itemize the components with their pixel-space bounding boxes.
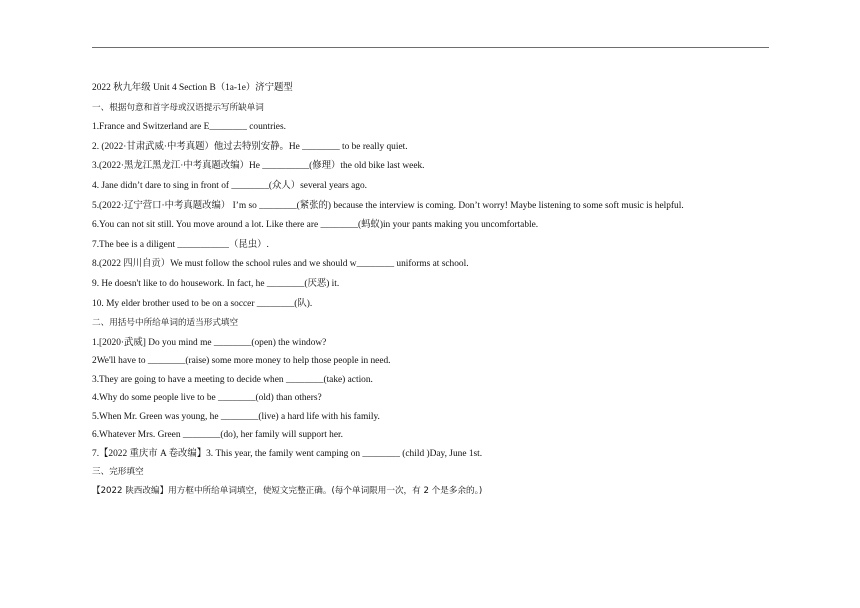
worksheet-content (92, 79, 792, 501)
question-1-7: 7.The bee is a diligent ___________（昆虫）. (92, 239, 269, 250)
question-1-3: 3.(2022·黑龙江黑龙江·中考真题改编）He __________(修理）the old bike last week. (92, 161, 425, 172)
question-2-6: 6.Whatever Mrs. Green ________(do), her family will support her. (92, 430, 343, 441)
section-one-heading: 一、根据句意和首字母或汉语提示写所缺单词 (92, 102, 264, 113)
question-2-5: 5.When Mr. Green was young, he ________(live) a hard life with his family. (92, 411, 380, 422)
question-2-1: 1.[2020·武威] Do you mind me ________(open) the window? (92, 337, 327, 348)
question-2-2: 2We'll have to ________(raise) some more money to help those people in need. (92, 356, 391, 367)
section-two-heading: 二、用括号中所给单词的适当形式填空 (92, 318, 239, 329)
question-1-8: 8.(2022 四川自贡）We must follow the school rules and we should w________ uniforms at school. (92, 259, 469, 270)
question-1-1: 1.France and Switzerland are E________ countries. (92, 122, 286, 133)
question-1-4: 4. Jane didn’t dare to sing in front of ________(众人）several years ago. (92, 180, 368, 191)
question-1-2: 2. (2022·甘肃武威·中考真题）他过去特别安静。He ________ to be really quiet. (92, 141, 408, 152)
worksheet-title: 2022 秋九年级 Unit 4 Section B（1a-1e）济宁题型 (92, 83, 293, 93)
header-rule (92, 47, 769, 48)
question-1-9: 9. He doesn't like to do housework. In fact, he ________(厌恶) it. (92, 278, 340, 289)
question-1-10: 10. My elder brother used to be on a soccer ________(队). (92, 298, 313, 309)
question-2-3: 3.They are going to have a meeting to decide when ________(take) action. (92, 374, 373, 385)
question-2-4: 4.Why do some people live to be ________(old) than others? (92, 393, 322, 404)
question-1-5: 5.(2022·辽宁营口·中考真题改编） I’m so ________(紧张的) because the interview is coming. Don’t worry! Maybe listening to some soft music is helpful. (92, 200, 684, 211)
cloze-instructions: 【2022 陕西改编】用方框中所给单词填空，使短文完整正确。(每个单词限用一次，有 2 个是多余的。) (92, 485, 483, 496)
question-1-6: 6.You can not sit still. You move around a lot. Like there are ________(蚂蚁)in your pants making you uncomfortable. (92, 220, 539, 231)
question-2-7: 7.【2022 重庆市 A 卷改编】3. This year, the family went camping on ________ (child )Day, June 1st. (92, 448, 483, 459)
section-three-heading: 三、完形填空 (92, 467, 144, 478)
